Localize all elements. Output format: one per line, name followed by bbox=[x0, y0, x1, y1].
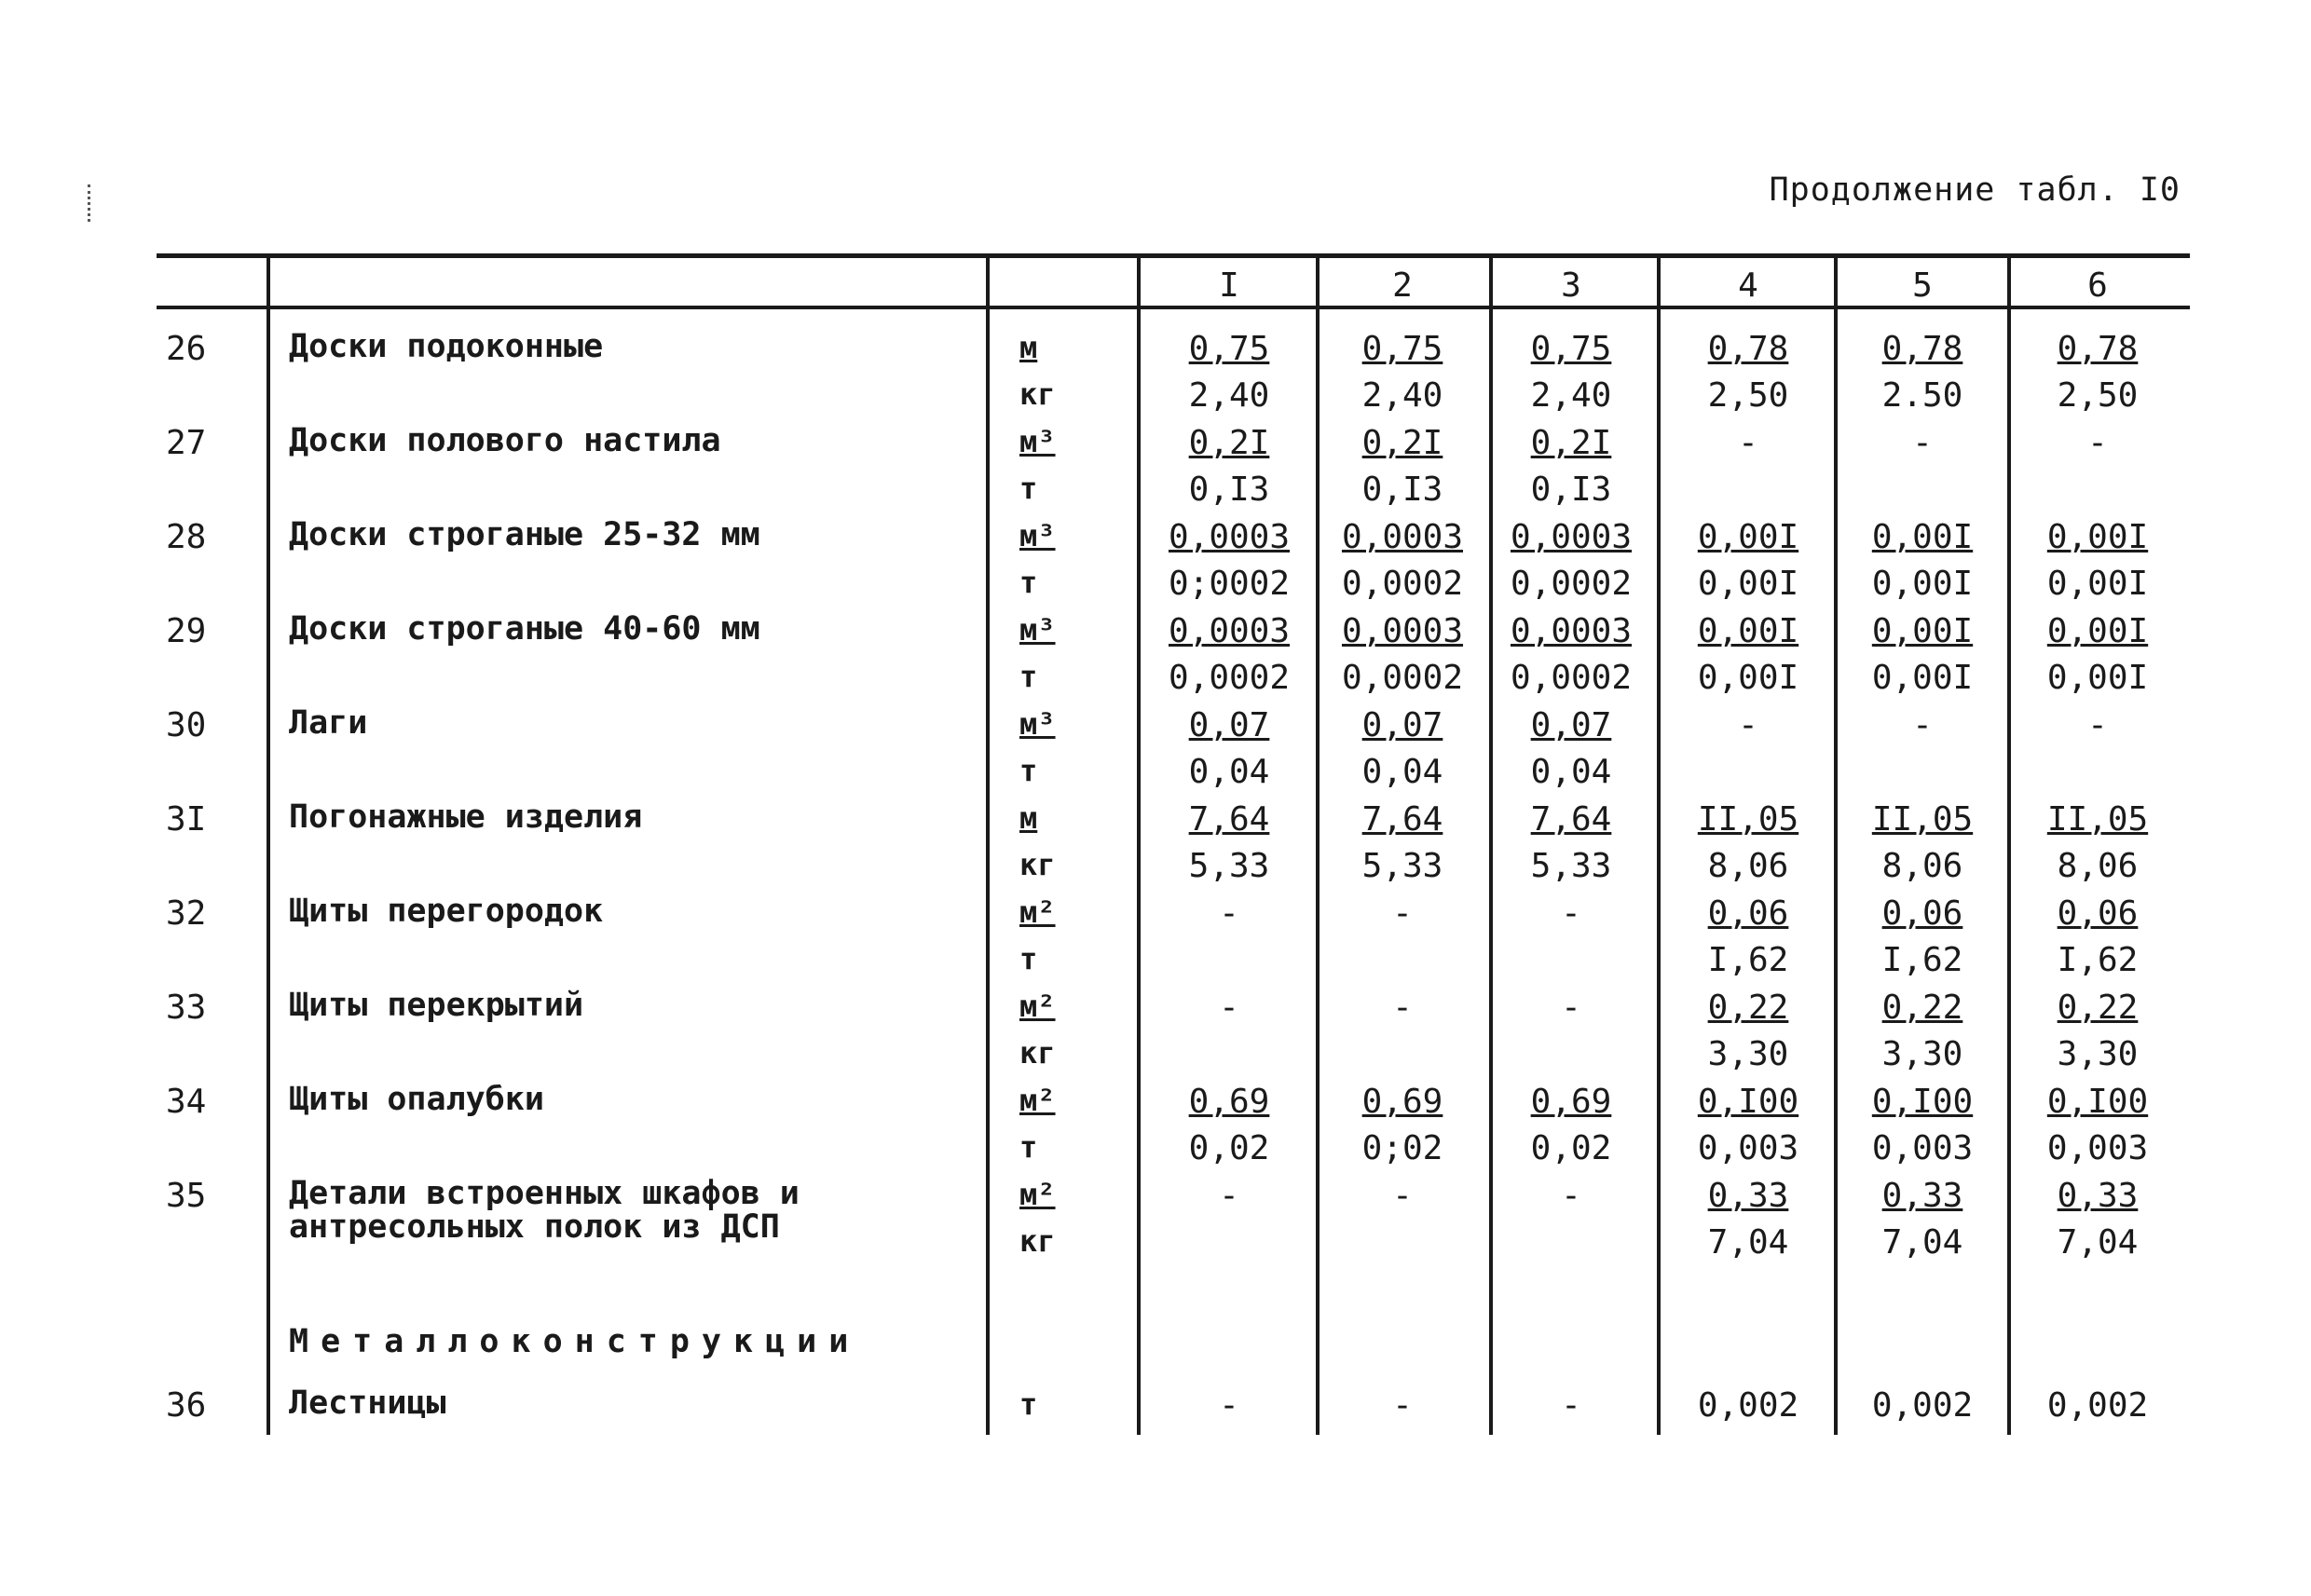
value-bottom: I,62 bbox=[2057, 941, 2139, 979]
value-cell bbox=[1661, 1177, 1836, 1270]
value-top: - bbox=[1392, 894, 1413, 933]
value-top: 0,33 bbox=[1707, 1177, 1789, 1215]
value-cell bbox=[1141, 424, 1318, 517]
value-bottom: 0,0002 bbox=[1341, 659, 1464, 697]
value-top: 7,64 bbox=[1361, 800, 1443, 839]
margin-mark bbox=[88, 184, 96, 222]
value-cell bbox=[1836, 1083, 2009, 1176]
value-top: - bbox=[1738, 424, 1758, 462]
value-top: II,05 bbox=[2046, 800, 2149, 839]
value-cell bbox=[1836, 518, 2009, 611]
value-cell bbox=[1836, 424, 2009, 517]
row-name: Щиты опалубки bbox=[289, 1081, 544, 1118]
value-cell bbox=[1489, 518, 1653, 611]
value-cell bbox=[1489, 330, 1653, 423]
value-top: 0,75 bbox=[1530, 330, 1612, 368]
value-cell bbox=[1489, 1177, 1653, 1270]
row-name: Щиты перекрытий bbox=[289, 987, 584, 1024]
value-cell bbox=[2009, 424, 2186, 517]
value-cell bbox=[2009, 894, 2186, 988]
value-cell bbox=[1141, 894, 1318, 988]
value-top: 0,2I bbox=[1188, 424, 1270, 462]
value-bottom: 0,00I bbox=[2046, 565, 2149, 603]
value-bottom: 0,I3 bbox=[1530, 471, 1612, 509]
value-bottom: 3,30 bbox=[1707, 1035, 1789, 1073]
value-bottom: 0,003 bbox=[1697, 1129, 1799, 1167]
value-top: - bbox=[1561, 894, 1581, 933]
value-cell bbox=[1316, 612, 1489, 705]
value-cell bbox=[2009, 518, 2186, 611]
value-cell bbox=[1489, 989, 1653, 1082]
value-cell bbox=[2009, 1386, 2186, 1480]
value-cell bbox=[1836, 330, 2009, 423]
value-bottom: I,62 bbox=[1707, 941, 1789, 979]
value-top: 0,00I bbox=[1697, 612, 1799, 650]
value-top: 0,33 bbox=[1881, 1177, 1963, 1215]
value-top: II,05 bbox=[1871, 800, 1974, 839]
value-cell bbox=[1661, 612, 1836, 705]
value-cell bbox=[1141, 518, 1318, 611]
value-cell bbox=[1316, 800, 1489, 893]
table-row bbox=[157, 706, 2190, 799]
column-header: I bbox=[1219, 266, 1239, 305]
value-bottom: 0,00I bbox=[1697, 565, 1799, 603]
value-top: - bbox=[1738, 706, 1758, 744]
value-top: 0,06 bbox=[1881, 894, 1963, 933]
value-bottom: 0,04 bbox=[1361, 753, 1443, 791]
value-cell bbox=[1141, 330, 1318, 423]
value-top: 0,0003 bbox=[1510, 518, 1633, 556]
value-cell bbox=[2009, 330, 2186, 423]
value-top: 7,64 bbox=[1188, 800, 1270, 839]
table-continuation-caption: Продолжение табл. I0 bbox=[1769, 171, 2181, 209]
table-row bbox=[157, 800, 2190, 893]
value-cell bbox=[1489, 894, 1653, 988]
value-cell bbox=[1836, 1386, 2009, 1480]
table-row bbox=[157, 894, 2190, 988]
value-bottom: 5,33 bbox=[1530, 847, 1612, 885]
value-top: 0,I00 bbox=[2046, 1083, 2149, 1121]
table-row bbox=[157, 989, 2190, 1082]
value-cell bbox=[2009, 800, 2186, 893]
value-cell bbox=[1836, 1177, 2009, 1270]
value-top: 0,07 bbox=[1188, 706, 1270, 744]
column-header: 4 bbox=[1738, 266, 1758, 305]
value-cell bbox=[1141, 1083, 1318, 1176]
row-name: Доски подоконные bbox=[289, 328, 604, 365]
row-name: Доски строганые 40-60 мм bbox=[289, 610, 760, 648]
value-top: 0,69 bbox=[1188, 1083, 1270, 1121]
value-top: 0,22 bbox=[1707, 989, 1789, 1027]
table-row bbox=[157, 424, 2190, 517]
value-cell bbox=[1661, 989, 1836, 1082]
value-cell bbox=[1316, 1083, 1489, 1176]
value-cell bbox=[1489, 612, 1653, 705]
value-bottom: 2,40 bbox=[1188, 376, 1270, 415]
value: - bbox=[1561, 1386, 1581, 1425]
value-cell bbox=[1489, 424, 1653, 517]
section-heading: Металлоконструкции bbox=[289, 1323, 861, 1360]
value-cell bbox=[1141, 800, 1318, 893]
value-cell bbox=[1661, 706, 1836, 799]
unit-label: т bbox=[1019, 1386, 1038, 1422]
row-number: 28 bbox=[166, 518, 207, 556]
value-top: - bbox=[1219, 894, 1239, 933]
column-header: 3 bbox=[1561, 266, 1581, 305]
unit-numerator: м bbox=[1019, 330, 1038, 365]
value-bottom: 3,30 bbox=[1881, 1035, 1963, 1073]
value-cell bbox=[1661, 1083, 1836, 1176]
value-cell bbox=[1661, 424, 1836, 517]
value-bottom: 8,06 bbox=[1707, 847, 1789, 885]
value-top: 0,2I bbox=[1530, 424, 1612, 462]
value-top: 0,I00 bbox=[1871, 1083, 1974, 1121]
value-bottom: 7,04 bbox=[1881, 1223, 1963, 1262]
value-top: - bbox=[1219, 989, 1239, 1027]
value-cell bbox=[1316, 518, 1489, 611]
value-bottom: 0,0002 bbox=[1510, 659, 1633, 697]
row-number: 36 bbox=[166, 1386, 207, 1425]
value-bottom: 0,003 bbox=[1871, 1129, 1974, 1167]
value-top: - bbox=[1561, 1177, 1581, 1215]
value-bottom: 0,0002 bbox=[1341, 565, 1464, 603]
value-cell bbox=[1836, 706, 2009, 799]
value-cell bbox=[1836, 612, 2009, 705]
row-name: Детали встроенных шкафов и антресольных полок из ДСП bbox=[289, 1175, 800, 1246]
unit-denominator: т bbox=[1019, 471, 1038, 506]
row-number: 26 bbox=[166, 330, 207, 368]
value-cell bbox=[1316, 989, 1489, 1082]
value-bottom: 0,0002 bbox=[1168, 659, 1291, 697]
value-top: 0,06 bbox=[1707, 894, 1789, 933]
value-top: - bbox=[1912, 424, 1933, 462]
row-number: 34 bbox=[166, 1083, 207, 1121]
value-bottom: 0,02 bbox=[1188, 1129, 1270, 1167]
value-top: 0,0003 bbox=[1168, 612, 1291, 650]
value-bottom: 0,02 bbox=[1530, 1129, 1612, 1167]
value-bottom: 8,06 bbox=[1881, 847, 1963, 885]
row-name: Лестницы bbox=[289, 1385, 446, 1422]
unit-denominator: т bbox=[1019, 753, 1038, 788]
value-cell bbox=[1836, 989, 2009, 1082]
value-cell bbox=[1141, 612, 1318, 705]
value-cell bbox=[1316, 330, 1489, 423]
row-number: 27 bbox=[166, 424, 207, 462]
value-top: 0,0003 bbox=[1341, 612, 1464, 650]
row-number: 3I bbox=[166, 800, 207, 839]
value-top: 0,0003 bbox=[1341, 518, 1464, 556]
value-bottom: 0,00I bbox=[2046, 659, 2149, 697]
unit-numerator: м³ bbox=[1019, 706, 1056, 742]
value-top: 0,00I bbox=[1697, 518, 1799, 556]
unit-denominator: кг bbox=[1019, 1035, 1056, 1071]
value-bottom: 0,04 bbox=[1530, 753, 1612, 791]
row-number: 29 bbox=[166, 612, 207, 650]
value-bottom: 0,04 bbox=[1188, 753, 1270, 791]
value-bottom: 8,06 bbox=[2057, 847, 2139, 885]
row-name: Лаги bbox=[289, 704, 368, 742]
unit-numerator: м² bbox=[1019, 1083, 1056, 1118]
unit-denominator: т bbox=[1019, 659, 1038, 694]
value-top: 0,78 bbox=[1707, 330, 1789, 368]
value-top: 0,07 bbox=[1361, 706, 1443, 744]
unit-numerator: м³ bbox=[1019, 518, 1056, 553]
unit-denominator: кг bbox=[1019, 1223, 1056, 1259]
unit-denominator: кг bbox=[1019, 376, 1056, 412]
column-header: 5 bbox=[1912, 266, 1933, 305]
value-cell bbox=[1661, 894, 1836, 988]
value-cell bbox=[1661, 1386, 1836, 1480]
value-bottom: 0,I3 bbox=[1361, 471, 1443, 509]
value-top: 0,0003 bbox=[1510, 612, 1633, 650]
unit-denominator: кг bbox=[1019, 847, 1056, 882]
value-top: - bbox=[2087, 706, 2108, 744]
column-header: 6 bbox=[2087, 266, 2108, 305]
value-top: - bbox=[1561, 989, 1581, 1027]
value-cell bbox=[1316, 424, 1489, 517]
value-top: - bbox=[1392, 989, 1413, 1027]
value: 0,002 bbox=[1697, 1386, 1799, 1425]
value-top: - bbox=[1912, 706, 1933, 744]
unit-numerator: м³ bbox=[1019, 612, 1056, 648]
value-top: 0,75 bbox=[1361, 330, 1443, 368]
value-cell bbox=[2009, 1083, 2186, 1176]
value-bottom: 0,00I bbox=[1871, 659, 1974, 697]
value-top: - bbox=[1219, 1177, 1239, 1215]
value-bottom: 7,04 bbox=[1707, 1223, 1789, 1262]
row-name: Щиты перегородок bbox=[289, 893, 604, 930]
value-bottom: 5,33 bbox=[1361, 847, 1443, 885]
table-row bbox=[157, 612, 2190, 705]
table-header-rule bbox=[157, 306, 2190, 309]
table-top-rule bbox=[157, 253, 2190, 258]
value-bottom: 2,50 bbox=[2057, 376, 2139, 415]
table-row bbox=[157, 1083, 2190, 1176]
value-cell bbox=[1316, 894, 1489, 988]
table-row bbox=[157, 1386, 2190, 1480]
value-cell bbox=[1489, 706, 1653, 799]
value-bottom: 0;02 bbox=[1361, 1129, 1443, 1167]
value-bottom: 2,40 bbox=[1361, 376, 1443, 415]
value-cell bbox=[1141, 1177, 1318, 1270]
unit-numerator: м² bbox=[1019, 989, 1056, 1024]
value-bottom: 2,40 bbox=[1530, 376, 1612, 415]
value-top: 0,I00 bbox=[1697, 1083, 1799, 1121]
value-cell bbox=[1316, 706, 1489, 799]
value-bottom: 0,00I bbox=[1871, 565, 1974, 603]
value-top: 0,78 bbox=[1881, 330, 1963, 368]
value-bottom: 3,30 bbox=[2057, 1035, 2139, 1073]
value-cell bbox=[2009, 1177, 2186, 1270]
value-bottom: 0,003 bbox=[2046, 1129, 2149, 1167]
value: - bbox=[1219, 1386, 1239, 1425]
value-cell bbox=[1661, 518, 1836, 611]
value-cell bbox=[1316, 1177, 1489, 1270]
value-cell bbox=[1316, 1386, 1489, 1480]
value-bottom: 0,0002 bbox=[1510, 565, 1633, 603]
row-number: 33 bbox=[166, 989, 207, 1027]
value: 0,002 bbox=[1871, 1386, 1974, 1425]
row-number: 32 bbox=[166, 894, 207, 933]
value-top: 0,00I bbox=[2046, 612, 2149, 650]
unit-numerator: м² bbox=[1019, 894, 1056, 930]
column-header: 2 bbox=[1392, 266, 1413, 305]
value-top: 0,0003 bbox=[1168, 518, 1291, 556]
value-top: 0,07 bbox=[1530, 706, 1612, 744]
value-top: - bbox=[1392, 1177, 1413, 1215]
value: 0,002 bbox=[2046, 1386, 2149, 1425]
value: - bbox=[1392, 1386, 1413, 1425]
value-bottom: 2.50 bbox=[1881, 376, 1963, 415]
value-top: 0,06 bbox=[2057, 894, 2139, 933]
unit-numerator: м bbox=[1019, 800, 1038, 836]
value-bottom: 0,00I bbox=[1697, 659, 1799, 697]
value-top: 0,2I bbox=[1361, 424, 1443, 462]
value-top: 0,75 bbox=[1188, 330, 1270, 368]
value-top: 7,64 bbox=[1530, 800, 1612, 839]
value-top: 0,22 bbox=[1881, 989, 1963, 1027]
unit-denominator: т bbox=[1019, 1129, 1038, 1165]
table-row bbox=[157, 330, 2190, 423]
value-top: 0,33 bbox=[2057, 1177, 2139, 1215]
value-top: 0,00I bbox=[1871, 612, 1974, 650]
value-cell bbox=[2009, 612, 2186, 705]
value-bottom: 0,I3 bbox=[1188, 471, 1270, 509]
value-cell bbox=[1836, 894, 2009, 988]
value-cell bbox=[1489, 800, 1653, 893]
value-bottom: 0;0002 bbox=[1168, 565, 1291, 603]
value-cell bbox=[1836, 800, 2009, 893]
row-name: Доски строганые 25-32 мм bbox=[289, 516, 760, 553]
value-top: 0,22 bbox=[2057, 989, 2139, 1027]
value-top: 0,69 bbox=[1361, 1083, 1443, 1121]
table-row bbox=[157, 1177, 2190, 1270]
value-top: 0,69 bbox=[1530, 1083, 1612, 1121]
value-bottom: 5,33 bbox=[1188, 847, 1270, 885]
value-cell bbox=[1141, 1386, 1318, 1480]
value-cell bbox=[2009, 706, 2186, 799]
unit-numerator: м³ bbox=[1019, 424, 1056, 459]
unit-numerator: м² bbox=[1019, 1177, 1056, 1212]
table-row bbox=[157, 518, 2190, 611]
value-bottom: 2,50 bbox=[1707, 376, 1789, 415]
value-cell bbox=[1489, 1386, 1653, 1480]
unit-denominator: т bbox=[1019, 941, 1038, 976]
data-table bbox=[157, 253, 2190, 1439]
value-top: 0,00I bbox=[1871, 518, 1974, 556]
value-cell bbox=[1141, 706, 1318, 799]
value-top: II,05 bbox=[1697, 800, 1799, 839]
row-name: Доски полового настила bbox=[289, 422, 721, 459]
unit-denominator: т bbox=[1019, 565, 1038, 600]
row-name: Погонажные изделия bbox=[289, 798, 643, 836]
value-cell bbox=[1489, 1083, 1653, 1176]
value-top: 0,78 bbox=[2057, 330, 2139, 368]
value-top: 0,00I bbox=[2046, 518, 2149, 556]
value-cell bbox=[1661, 330, 1836, 423]
value-bottom: I,62 bbox=[1881, 941, 1963, 979]
row-number: 35 bbox=[166, 1177, 207, 1215]
value-cell bbox=[2009, 989, 2186, 1082]
value-bottom: 7,04 bbox=[2057, 1223, 2139, 1262]
value-cell bbox=[1141, 989, 1318, 1082]
value-cell bbox=[1661, 800, 1836, 893]
row-number: 30 bbox=[166, 706, 207, 744]
value-top: - bbox=[2087, 424, 2108, 462]
